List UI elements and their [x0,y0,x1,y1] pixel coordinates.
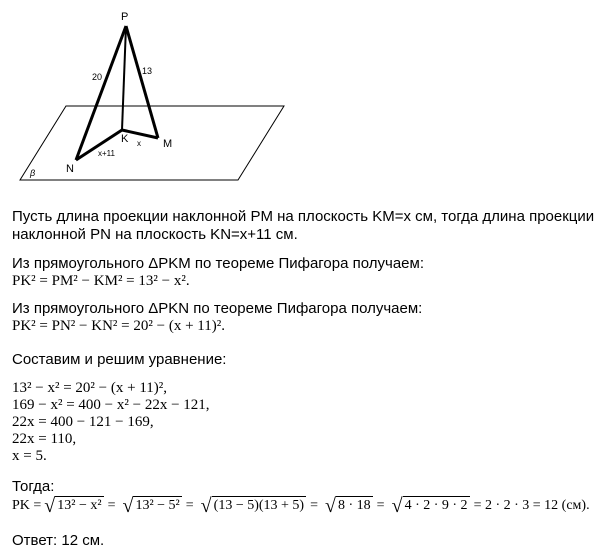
equation-step-1: 13² − x² = 20² − (x + 11)², [12,380,168,396]
then-label: Тогда: [12,478,55,495]
label-M: M [163,138,173,150]
pkn-equation: PK² = PN² − KN² = 20² − (x + 11)². [12,318,225,334]
segment-PK [122,26,126,130]
label-length-PM: 13 [142,66,153,76]
pkn-header: Из прямоугольного ΔPKN по теореме Пифагора получаем: [12,300,423,317]
segment-PN [76,26,126,160]
radicand-5: 4 · 2 · 9 · 2 [403,496,470,516]
equals-4: = [376,498,385,513]
pk-prefix: PK = [12,498,42,513]
radicand-1: 13² − x² [55,496,103,516]
pkm-equation: PK² = PM² − KM² = 13² − x². [12,273,190,289]
answer: Ответ: 12 см. [12,532,105,549]
sqrt-4: √ 8 · 18 [325,495,371,517]
radicand-2: 13² − 5² [133,496,181,516]
equals-1: = [107,498,116,513]
pkm-header: Из прямоугольного ΔPKM по теореме Пифагора получаем: [12,255,424,272]
pk-calculation [12,494,590,518]
radicand-4: 8 · 18 [336,496,373,516]
label-length-KN: x+11 [98,149,115,158]
segment-PM [126,26,158,138]
sqrt-5: √ 4 · 2 · 9 · 2 [391,495,468,517]
equation-step-3: 22x = 400 − 121 − 169, [12,414,154,430]
sqrt-3: √ (13 − 5)(13 + 5) [200,495,305,517]
radicand-3: (13 − 5)(13 + 5) [212,496,306,516]
equation-step-2: 169 − x² = 400 − x² − 22x − 121, [12,397,210,413]
intro-line-1: Пусть длина проекции наклонной PM на плоскость KM=x см, тогда длина проекции [12,208,595,225]
sqrt-2: √ 13² − 5² [122,495,180,517]
equation-header: Составим и решим уравнение: [12,351,227,368]
equals-2: = [185,498,194,513]
intro-line-2: наклонной PN на плоскость KN=x+11 см. [12,226,298,243]
label-length-KM: x [137,139,141,148]
equation-step-5: x = 5. [12,448,47,464]
label-N: N [66,163,74,175]
pyramid-figure [0,0,600,190]
equals-3: = [310,498,319,513]
final-result: = 2 · 2 · 3 = 12 (см). [473,498,590,513]
sqrt-1: √ 13² − x² [44,495,102,517]
label-K: K [121,133,129,145]
label-P: P [121,11,129,23]
label-plane-beta: β [30,168,36,178]
label-length-PN: 20 [92,72,103,82]
equation-step-4: 22x = 110, [12,431,77,447]
